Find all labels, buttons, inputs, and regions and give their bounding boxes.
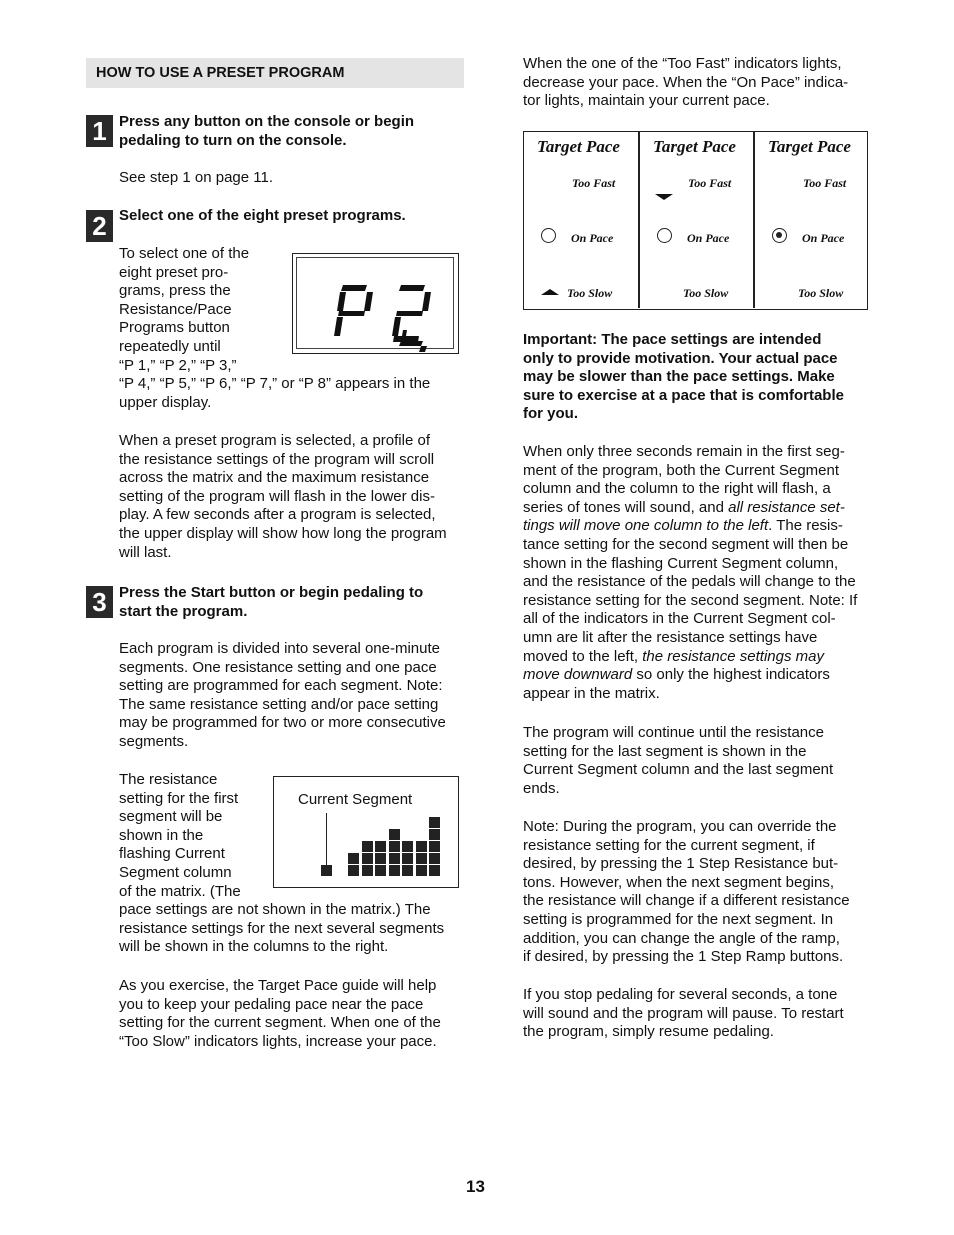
step-1-heading-line: pedaling to turn on the console. — [119, 131, 347, 149]
continue-paragraph — [523, 724, 833, 798]
matrix-cell — [362, 865, 373, 876]
text-line: may be programmed for two or more consecutive — [119, 714, 446, 732]
text-line: tons. However, when the next segment begins, — [523, 873, 835, 891]
text-line: ends. — [523, 779, 560, 797]
text-line: To select one of the — [119, 245, 250, 262]
text-line: Current Segment column and the last segment — [523, 761, 834, 779]
digit-5 — [399, 330, 427, 352]
text-line: ment of the program, both the Current Segment — [523, 461, 840, 479]
step-2-number: 2 — [86, 210, 113, 242]
text-line: Important: The pace settings are intended — [523, 331, 822, 348]
text-line: resistance setting for the second segment. Note: If — [523, 591, 858, 609]
text-line: setting is programmed for the next segment. In — [523, 910, 834, 928]
text-line: segments. — [119, 732, 189, 750]
digit-p — [334, 285, 373, 336]
matrix-cell — [389, 865, 400, 876]
matrix-cell — [375, 865, 386, 876]
text-line: only to provide motivation. Your actual pace — [523, 349, 838, 367]
text-line: resistance settings for the next several segments — [119, 919, 445, 937]
text-line: When a preset program is selected, a profile of — [119, 432, 430, 449]
step-3-heading-line: Press the Start button or begin pedaling to — [119, 584, 424, 601]
italic-run: move downward — [523, 666, 633, 684]
on-pace-label: On Pace — [571, 231, 614, 245]
text-line: tor lights, maintain your current pace. — [523, 92, 770, 110]
text-line: if desired, by pressing the 1 Step Ramp buttons. — [523, 948, 844, 966]
text-line: sure to exercise at a pace that is comfortable — [523, 386, 844, 404]
matrix-cell — [429, 841, 440, 852]
text-line: “P 1,” “P 2,” “P 3,” — [119, 356, 237, 374]
matrix-cell — [416, 865, 427, 876]
too-slow-label: Too Slow — [567, 286, 613, 300]
text-line: tance setting for the second segment will then be — [523, 535, 849, 553]
too-fast-label: Too Fast — [572, 176, 616, 190]
text-line: the resistance will change if a different resistance — [523, 892, 850, 910]
text-line: the program, simply resume pedaling. — [523, 1023, 774, 1041]
matrix-cell — [402, 865, 413, 876]
text-line: the resistance settings of the program will scroll — [119, 450, 435, 468]
matrix-cell — [389, 853, 400, 864]
text-line: Note: During the program, you can override the — [523, 818, 837, 835]
on-pace-indicator-icon — [657, 228, 672, 243]
pace-title: Target Pace — [537, 137, 620, 156]
text-line: “P 4,” “P 5,” “P 6,” “P 7,” or “P 8” appears in the — [119, 375, 431, 393]
text-run: moved to the left, — [523, 647, 643, 665]
pace-panel-3 — [754, 132, 868, 308]
text-line: setting are programmed for each segment. Note: — [119, 677, 443, 695]
matrix-cell — [402, 853, 413, 864]
override-paragraph — [523, 818, 850, 967]
matrix-illustration — [273, 776, 459, 888]
section-title: HOW TO USE A PRESET PROGRAM — [96, 65, 345, 81]
text-line: decrease your pace. When the “On Pace” indica- — [523, 73, 849, 91]
text-run: so only the highest indicators — [632, 666, 830, 684]
target-pace-guide — [523, 131, 868, 310]
matrix-cell — [362, 853, 373, 864]
text-line — [523, 666, 857, 685]
right-intro — [523, 55, 848, 111]
matrix-cell — [429, 865, 440, 876]
matrix-cell — [321, 865, 332, 876]
text-line: setting for the current segment. When one of the — [119, 1014, 441, 1032]
step-1-text: See step 1 on page 11. — [119, 169, 274, 186]
step-1-heading-line: Press any button on the console or begin — [119, 113, 415, 130]
section-header — [86, 58, 464, 88]
text-line: shown in the — [119, 826, 204, 844]
text-line: eight preset pro- — [119, 263, 229, 281]
matrix-cell — [375, 841, 386, 852]
text-line: appear in the matrix. — [523, 684, 660, 702]
text-line: repeatedly until — [119, 337, 221, 355]
text-line: desired, by pressing the 1 Step Resistance but- — [523, 855, 839, 873]
text-line — [523, 648, 857, 667]
text-line: for you. — [523, 405, 578, 423]
text-line: grams, press the — [119, 282, 231, 300]
text-line — [523, 499, 857, 518]
step-3-paragraph-3 — [119, 977, 441, 1051]
text-line: setting for the last segment is shown in the — [523, 742, 807, 760]
too-slow-label: Too Slow — [798, 286, 844, 300]
text-line: will last. — [119, 543, 172, 561]
important-note — [523, 331, 844, 424]
on-pace-label: On Pace — [687, 231, 730, 245]
pace-title: Target Pace — [653, 137, 736, 156]
text-line: setting for the first — [119, 789, 239, 807]
matrix-grid — [321, 817, 441, 877]
step-1-number: 1 — [86, 115, 113, 147]
matrix-cell — [348, 865, 359, 876]
text-line: If you stop pedaling for several seconds, a tone — [523, 986, 838, 1003]
text-line: resistance setting for the current segment, if — [523, 836, 815, 854]
segment-digits — [293, 254, 457, 352]
text-line: The program will continue until the resistance — [523, 724, 824, 741]
matrix-cell — [429, 817, 440, 828]
italic-run: the resistance settings may — [642, 647, 824, 665]
step-2-heading: Select one of the eight preset programs. — [119, 207, 406, 224]
step-2-paragraph — [119, 432, 447, 562]
text-line: The resistance — [119, 771, 218, 788]
matrix-cell — [362, 841, 373, 852]
matrix-cell — [348, 853, 359, 864]
step-3-heading-line: start the program. — [119, 602, 248, 620]
text-line: Resistance/Pace — [119, 300, 232, 318]
matrix-cell — [416, 841, 427, 852]
italic-run: all resistance set- — [728, 498, 845, 516]
step-3-paragraph-1 — [119, 640, 446, 752]
text-line: shown in the flashing Current Segment column, — [523, 554, 839, 572]
text-line: Each program is divided into several one-minute — [119, 640, 440, 657]
text-line: may be slower than the pace settings. Make — [523, 368, 835, 386]
italic-run: tings will move one column to the left — [523, 517, 769, 535]
step-3-heading — [119, 584, 423, 621]
text-line: setting of the program will flash in the lower dis- — [119, 487, 435, 505]
text-line: you to keep your pedaling pace near the pace — [119, 995, 424, 1013]
text-line: the upper display will show how long the program — [119, 524, 447, 542]
text-line: upper display. — [119, 393, 212, 411]
matrix-cell — [429, 853, 440, 864]
text-line: Programs button — [119, 319, 230, 337]
matrix-cell — [375, 853, 386, 864]
text-line: addition, you can change the angle of the ramp, — [523, 929, 840, 947]
text-line: umn are lit after the resistance settings have — [523, 628, 818, 646]
text-line: across the matrix and the maximum resistance — [119, 469, 430, 487]
matrix-cell — [416, 853, 427, 864]
too-fast-indicator-icon — [655, 194, 673, 202]
matrix-cell — [389, 841, 400, 852]
pace-panel-1 — [524, 132, 638, 308]
pace-title: Target Pace — [768, 137, 851, 156]
stop-paragraph — [523, 986, 844, 1042]
text-line: pace settings are not shown in the matrix.) The — [119, 901, 431, 919]
text-line: all of the indicators in the Current Segment col- — [523, 610, 836, 628]
too-fast-label: Too Fast — [803, 176, 847, 190]
text-line: segment will be — [119, 808, 223, 826]
text-line: of the matrix. (The — [119, 882, 241, 900]
step-3-number: 3 — [86, 586, 113, 618]
on-pace-lit-indicator-icon — [772, 228, 787, 243]
text-line: and the resistance of the pedals will change to the — [523, 573, 856, 591]
matrix-cell — [389, 829, 400, 840]
too-slow-indicator-icon — [541, 287, 559, 295]
text-line: When only three seconds remain in the first seg- — [523, 443, 845, 460]
pace-panel-2 — [639, 132, 753, 308]
text-line: play. A few seconds after a program is selected, — [119, 506, 436, 524]
text-line — [523, 517, 857, 536]
text-run: . The resis- — [768, 517, 843, 535]
text-line: column and the column to the right will flash, a — [523, 480, 831, 498]
page-number: 13 — [466, 1177, 485, 1196]
text-line: Segment column — [119, 863, 232, 881]
text-line: will sound and the program will pause. To restart — [523, 1004, 844, 1022]
step-1-heading — [119, 113, 414, 150]
too-slow-label: Too Slow — [683, 286, 729, 300]
digit-2 — [392, 285, 431, 342]
text-line: When the one of the “Too Fast” indicators lights, — [523, 55, 842, 72]
matrix-cell — [429, 829, 440, 840]
text-line: segments. One resistance setting and one pace — [119, 658, 437, 676]
text-run: series of tones will sound, and — [523, 498, 729, 516]
too-fast-label: Too Fast — [688, 176, 732, 190]
matrix-cell — [402, 841, 413, 852]
text-line: As you exercise, the Target Pace guide will help — [119, 977, 437, 994]
text-line: “Too Slow” indicators lights, increase your pace. — [119, 1032, 437, 1050]
segment-paragraph — [523, 443, 857, 703]
text-line: will be shown in the columns to the right. — [119, 938, 389, 956]
text-line: The same resistance setting and/or pace setting — [119, 695, 439, 713]
text-line: flashing Current — [119, 845, 225, 863]
matrix-label: Current Segment — [298, 791, 413, 808]
on-pace-label: On Pace — [802, 231, 845, 245]
console-display-illustration — [292, 253, 459, 354]
on-pace-indicator-icon — [541, 228, 556, 243]
